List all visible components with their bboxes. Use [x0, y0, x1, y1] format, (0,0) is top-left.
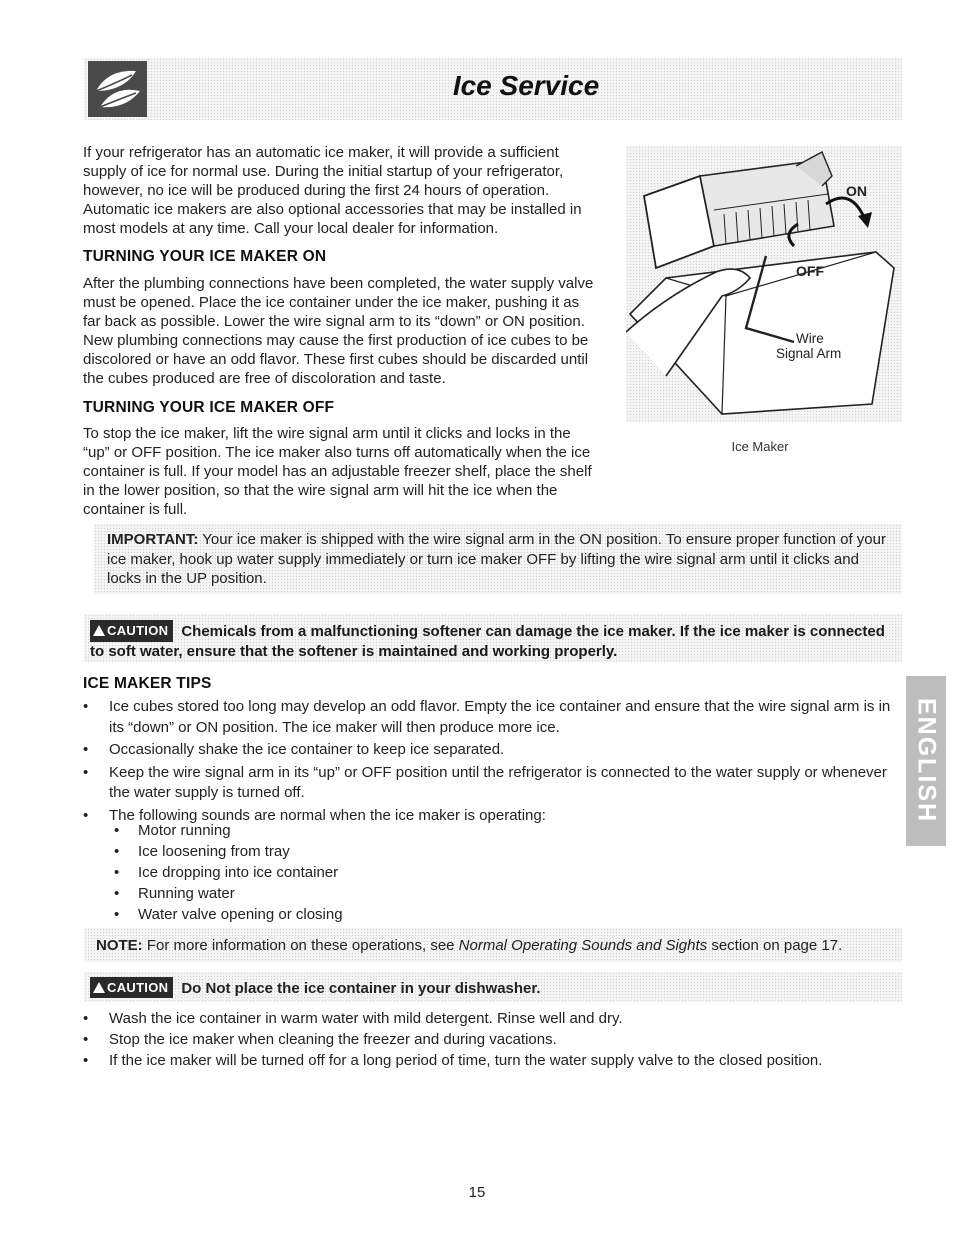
important-box [94, 524, 902, 594]
caution-dishwasher-text [90, 977, 896, 998]
note-body-end: section on page 17. [707, 937, 843, 954]
list-item: • If the ice maker will be turned off for a long period of time, turn the water supply valve to the closed position. [83, 1050, 905, 1071]
page-number: 15 [468, 1184, 486, 1201]
language-side-tab [906, 676, 946, 846]
warning-triangle-icon [93, 982, 105, 993]
list-item: • Stop the ice maker when cleaning the freezer and during vacations. [83, 1029, 905, 1050]
label-signal-arm: Signal Arm [776, 346, 842, 361]
heading-turning-off: TURNING YOUR ICE MAKER OFF [83, 399, 335, 416]
care-list [83, 1008, 905, 1071]
side-tab-label: ENGLISH [912, 698, 941, 824]
intro-paragraph: If your refrigerator has an automatic ice maker, it will provide a sufficient supply of ice for normal use. During the initial startup of your refrigerator, however, no ice will be produced during the first 24 hours of operation. Automatic ice makers are also optional accessories that may be installed in most models at any time. Call your local dealer for information. [83, 144, 582, 237]
warning-triangle-icon [93, 625, 105, 636]
turning-off-paragraph: To stop the ice maker, lift the wire signal arm until it clicks and locks in the “up” or OFF position. The ice maker also turns off automatically when the ice container is full. If your model has an adjustable freezer shelf, place the shelf in the lower position, so that the wire signal arm will hit the ice when the container is full. [83, 425, 592, 518]
list-item: • Ice loosening from tray [114, 841, 614, 862]
caution-box-dishwasher [84, 972, 902, 1002]
label-wire: Wire [796, 331, 824, 346]
list-item: • Motor running [114, 820, 614, 841]
caution-softener-body: Chemicals from a malfunctioning softener can damage the ice maker. If the ice maker is connected to soft water, ensure that the softener is maintained and working properly. [90, 623, 885, 660]
note-reference: Normal Operating Sounds and Sights [458, 937, 708, 954]
list-item: • Ice dropping into ice container [114, 862, 614, 883]
important-text [107, 530, 889, 589]
label-on: ON [846, 183, 867, 199]
list-item: • Occasionally shake the ice container to keep ice separated. [83, 740, 905, 761]
page-title: Ice Service [452, 70, 600, 101]
list-item: • Water valve opening or closing [114, 904, 614, 925]
heading-ice-maker-tips: ICE MAKER TIPS [83, 675, 212, 692]
important-label: IMPORTANT: [107, 531, 199, 548]
caution-badge [90, 620, 173, 642]
caution-badge-label: CAUTION [107, 980, 169, 995]
turning-on-paragraph: After the plumbing connections have been completed, the water supply valve must be opened. Place the ice container under the ice maker, pushing it as far back as possible. Lower the wire signal arm to its “down” or ON position. New plumbing connections may cause the first production of ice cubes to be discolored or have an odd flavor. These first cubes should be discarded until the cubes produced are free of discoloration and taste. [83, 275, 594, 387]
note-body-start: For more information on these operations, see [142, 937, 459, 954]
caution-dishwasher-body: Do Not place the ice container in your dishwasher. [181, 980, 541, 997]
note-box [84, 928, 902, 962]
list-item: • The following sounds are normal when the ice maker is operating: [83, 806, 905, 827]
tips-list [83, 697, 905, 826]
sounds-list [114, 820, 614, 925]
important-body: Your ice maker is shipped with the wire signal arm in the ON position. To ensure proper function of your ice maker, hook up water supply immediately or turn ice maker OFF by lifting the wire signal arm until it clicks and locks in the UP position. [107, 531, 886, 587]
note-label: NOTE: [96, 937, 143, 954]
list-item: • Wash the ice container in warm water with mild detergent. Rinse well and dry. [83, 1008, 905, 1029]
caution-softener-text [90, 620, 896, 661]
heading-turning-on: TURNING YOUR ICE MAKER ON [83, 248, 327, 265]
caution-badge-label: CAUTION [107, 623, 169, 638]
ice-leaf-icon [88, 61, 147, 117]
list-item: • Ice cubes stored too long may develop an odd flavor. Empty the ice container and ensure that the wire signal arm is in its “down” or ON position. The ice maker will then produce more ice. [83, 697, 905, 738]
note-text [96, 936, 896, 955]
list-item: • Running water [114, 883, 614, 904]
caution-box-softener [84, 614, 902, 662]
figure-caption: Ice Maker [731, 439, 789, 454]
caution-badge [90, 977, 173, 998]
label-off: OFF [796, 263, 824, 279]
logo [88, 61, 147, 117]
list-item: • Keep the wire signal arm in its “up” or OFF position until the refrigerator is connected to the water supply or whenever the water supply is turned off. [83, 763, 905, 804]
ice-maker-illustration [626, 146, 902, 422]
